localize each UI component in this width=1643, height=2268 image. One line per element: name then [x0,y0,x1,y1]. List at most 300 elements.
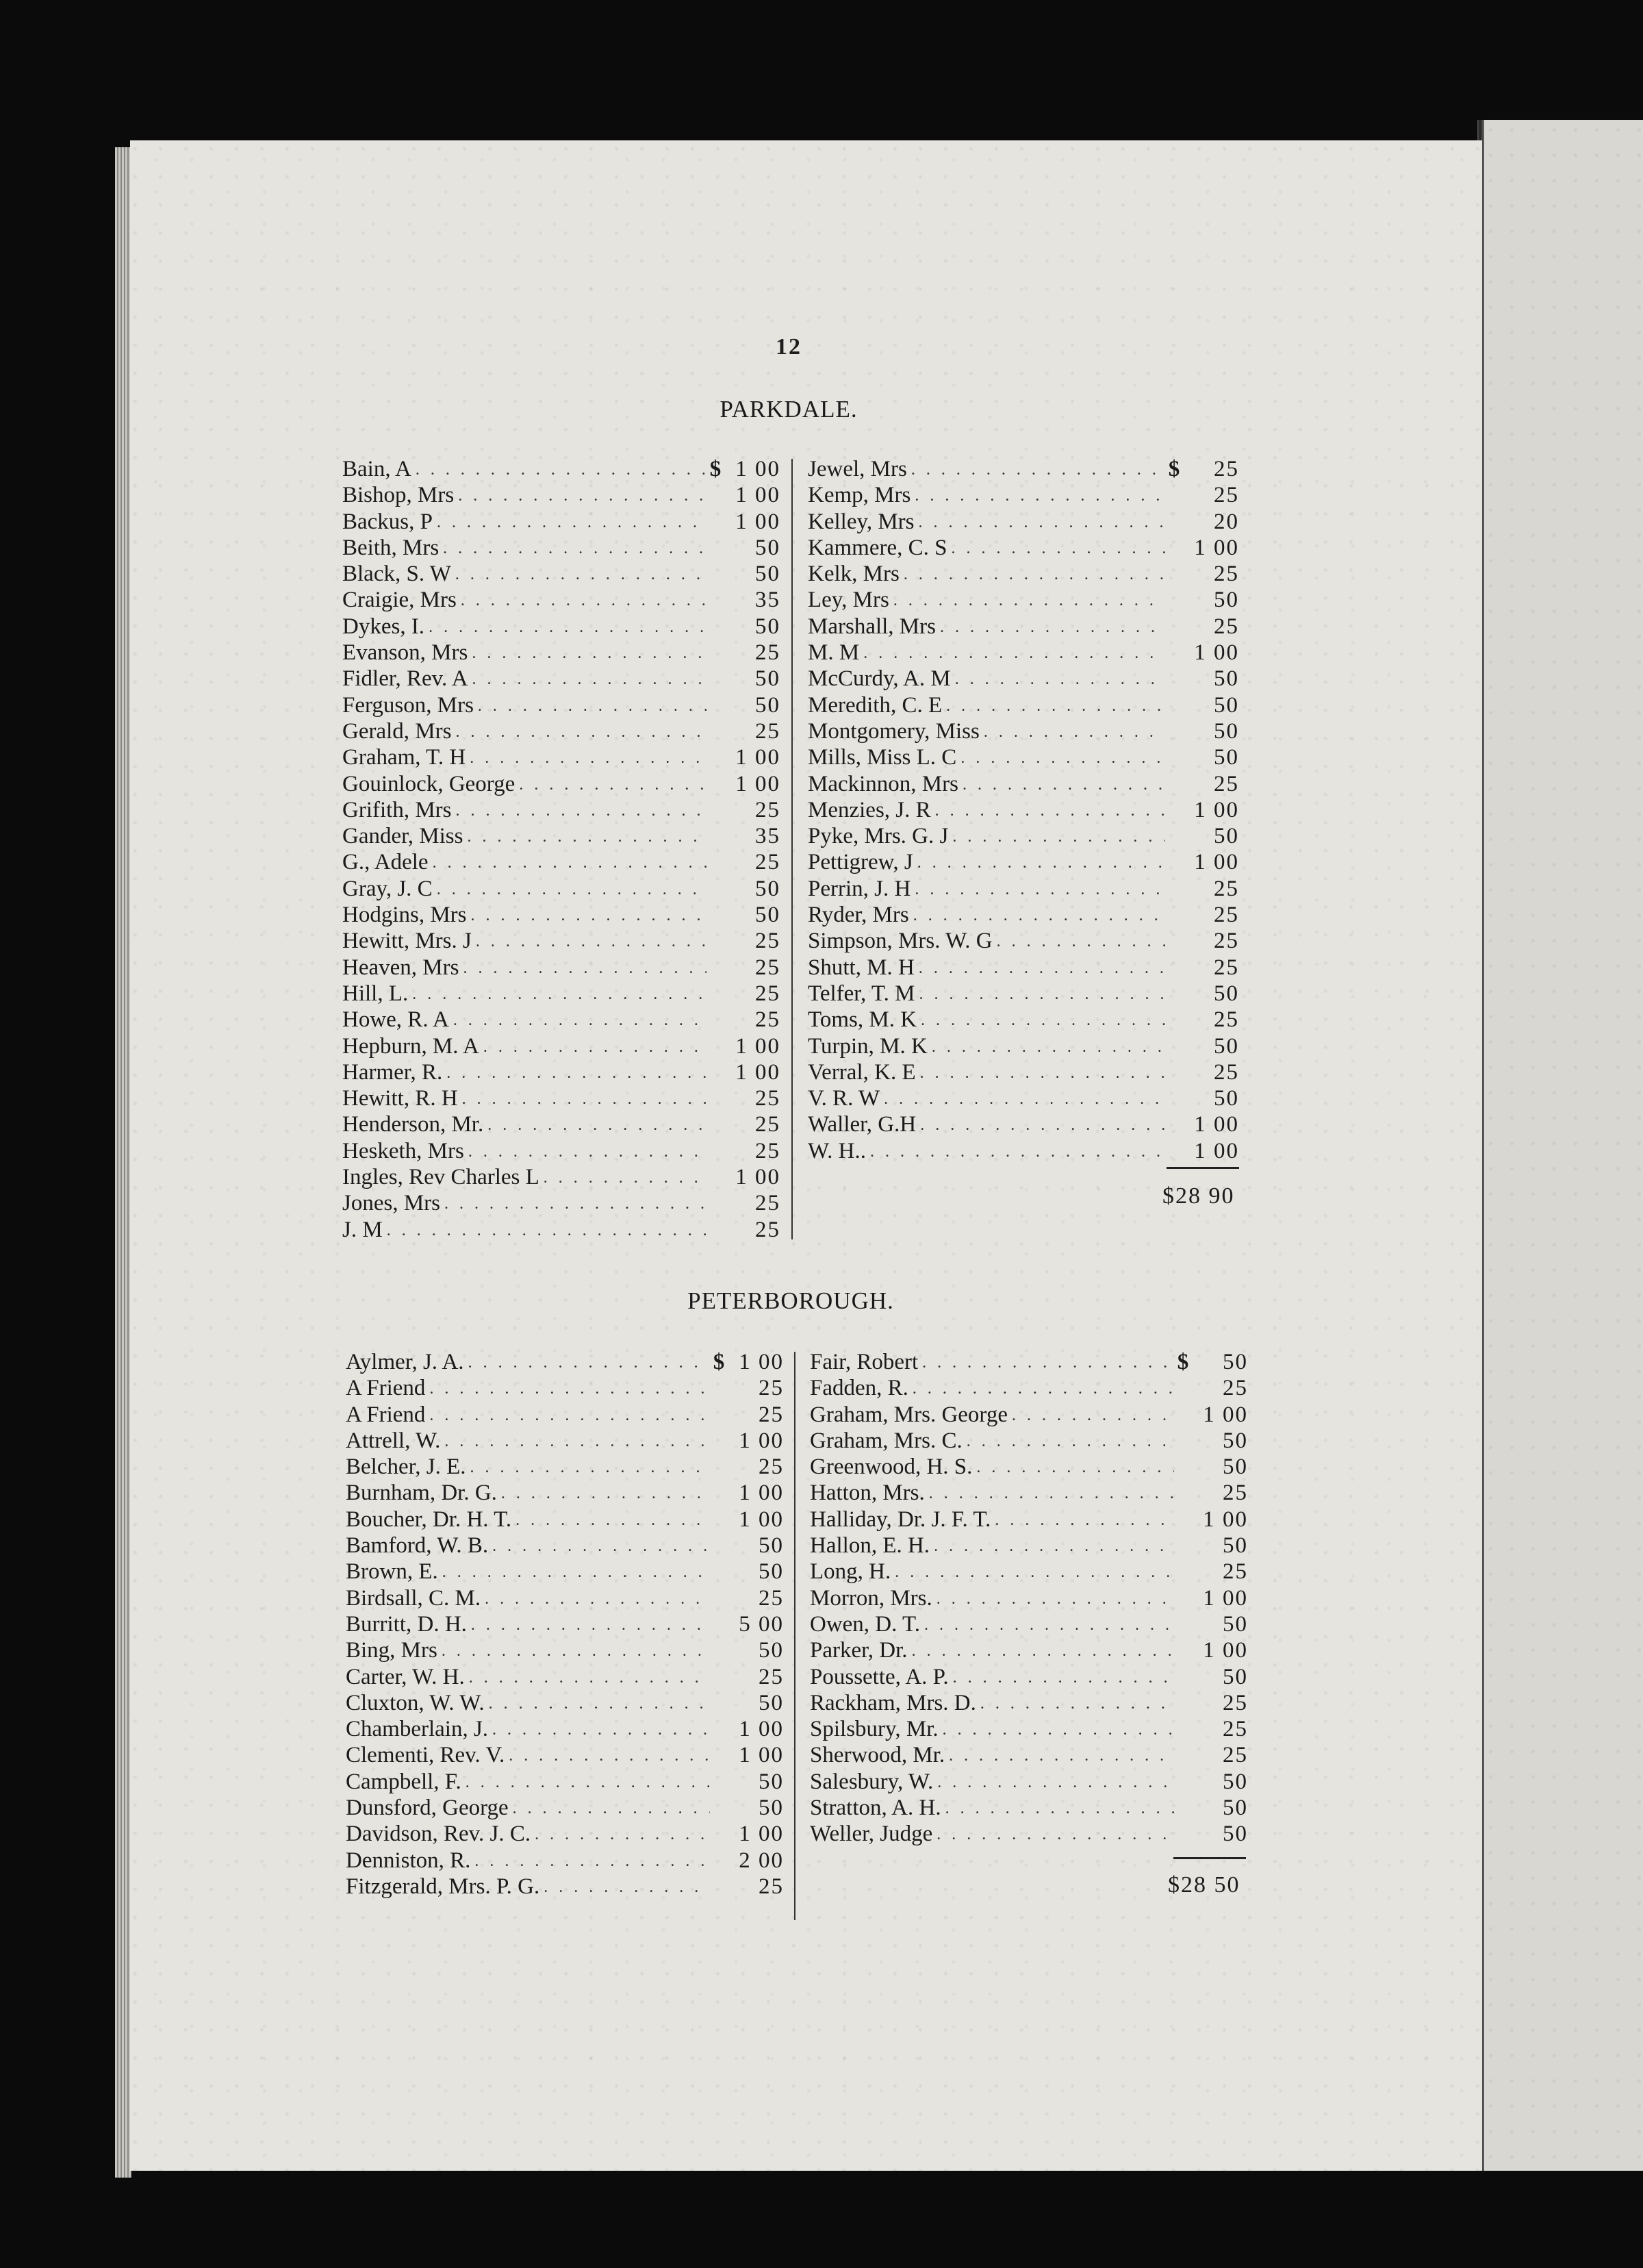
leader-dots [937,1769,1174,1796]
subscriber-row [810,1585,1248,1611]
amount: 1 00 [1194,797,1239,822]
amount: 25 [759,1376,784,1401]
amount: 50 [755,692,780,718]
subscriber-row [342,1138,780,1164]
subscriber-name: Ferguson, Mrs [342,692,474,718]
leader-dots [429,614,706,640]
subscriber-name: Hewitt, R. H [342,1086,458,1111]
currency-sign: $ [1177,1350,1189,1374]
leader-dots [429,1376,710,1402]
subscriber-row [342,981,780,1007]
amount: 50 [1223,1350,1248,1374]
subscriber-name: Fair, Robert [810,1350,919,1374]
subscriber-row [810,1402,1248,1428]
subscriber-name: Ley, Mrs [808,588,889,613]
subscriber-name: Chamberlain, J. [346,1717,489,1742]
amount: 50 [755,562,780,587]
page-edge [115,147,131,2178]
subscriber-row [810,1769,1248,1795]
subscriber-name: McCurdy, A. M [808,666,951,692]
amount: 1 00 [739,1743,784,1768]
subscriber-row [808,1111,1239,1137]
leader-dots [509,1743,710,1769]
subscriber-name: Heaven, Mrs [342,955,459,980]
subscriber-name: Gray, J. C [342,876,433,901]
amount: 25 [755,718,780,744]
amount: 1 00 [735,1033,780,1059]
subscriber-row [346,1375,784,1401]
leader-dots [967,1428,1174,1454]
amount: 1 00 [735,457,780,481]
amount: 50 [1214,745,1239,770]
subscriber-name: Rackham, Mrs. D. [810,1690,976,1715]
subscriber-row [808,823,1239,849]
amount: 20 [1214,509,1239,534]
subscriber-name: Jones, Mrs [342,1191,441,1216]
amount: 25 [755,1217,780,1242]
amount: 25 [1223,1480,1248,1506]
amount: 50 [1223,1822,1248,1847]
subscriber-name: Henderson, Mr. [342,1112,484,1137]
subscriber-row [342,1007,780,1033]
subscriber-row [342,1164,780,1190]
subscriber-name: Pyke, Mrs. G. J [808,824,949,849]
leader-dots [940,614,1165,640]
subscriber-row [342,1111,780,1137]
amount: 25 [1214,457,1239,481]
parkdale-total: $28 90 [1162,1183,1235,1209]
leader-dots [476,929,706,955]
subscriber-name: Burritt, D. H. [346,1611,467,1637]
amount: 1 00 [1194,640,1239,666]
subscriber-row [342,744,780,770]
peterborough-right-column [810,1349,1248,1848]
leader-dots [913,1376,1174,1402]
peterborough-left-column [346,1349,784,1900]
leader-dots [466,1769,710,1796]
subscriber-name: Mackinnon, Mrs [808,771,958,796]
amount: 50 [1214,981,1239,1006]
amount: 25 [1214,1007,1239,1033]
leader-dots [468,824,707,850]
leader-dots [937,1586,1174,1612]
subscriber-row [342,797,780,823]
leader-dots [946,693,1165,719]
amount: 1 00 [1203,1402,1248,1427]
leader-dots [895,1559,1174,1585]
subscriber-row [810,1690,1248,1716]
amount: 1 00 [1194,1112,1239,1137]
subscriber-name: A Friend [346,1376,426,1401]
subscriber-row [342,823,780,849]
subscriber-row [346,1821,784,1847]
subscriber-row [346,1585,784,1611]
subscriber-row [346,1769,784,1795]
leader-dots [922,1350,1174,1376]
subscriber-name: Attrell, W. [346,1428,441,1453]
subscriber-name: Howe, R. A [342,1007,449,1033]
subscriber-row [808,692,1239,718]
subscriber-name: Gouinlock, George [342,771,515,796]
leader-dots [952,824,1165,850]
subscriber-row [346,1454,784,1480]
amount: 25 [759,1454,784,1480]
subscriber-row [808,1138,1239,1164]
subscriber-name: Burnham, Dr. G. [346,1480,497,1506]
subscriber-name: Aylmer, J. A. [346,1350,464,1374]
amount: 50 [755,614,780,639]
leader-dots [468,1139,706,1165]
leader-dots [471,1612,710,1638]
subscriber-name: Kelley, Mrs [808,509,915,534]
amount: 1 00 [1203,1507,1248,1532]
subscriber-row [810,1821,1248,1847]
subscriber-row [810,1375,1248,1401]
currency-sign: $ [1168,457,1180,481]
leader-dots [919,981,1165,1007]
leader-dots [920,1112,1165,1138]
leader-dots [492,1533,710,1559]
facing-page [1482,120,1643,2171]
leader-dots [934,1533,1174,1559]
subscriber-row [342,692,780,718]
subscriber-row [346,1480,784,1506]
amount: 1 00 [1203,1638,1248,1663]
subscriber-name: Denniston, R. [346,1848,471,1873]
leader-dots [416,457,706,483]
amount: 25 [755,1086,780,1111]
amount: 1 00 [735,509,780,534]
subscriber-name: Backus, P [342,509,433,534]
amount: 50 [755,535,780,560]
amount: 25 [1214,955,1239,980]
subscriber-name: Shutt, M. H [808,955,915,980]
subscriber-row [342,718,780,744]
leader-dots [951,536,1165,562]
subscriber-row [342,771,780,797]
subscriber-row [808,640,1239,666]
subscriber-row [810,1637,1248,1663]
amount: 50 [1214,718,1239,744]
amount: 25 [755,640,780,666]
amount: 25 [755,1138,780,1163]
subscriber-name: Hatton, Mrs. [810,1480,925,1506]
leader-dots [519,772,706,798]
subscriber-name: Belcher, J. E. [346,1454,466,1480]
subscriber-row [346,1559,784,1585]
amount: 5 00 [739,1611,784,1637]
leader-dots [472,666,706,692]
subscriber-row [808,561,1239,587]
subscriber-name: Weller, Judge [810,1822,933,1847]
subscriber-row [342,509,780,535]
amount: 25 [759,1585,784,1611]
subscriber-name: Dykes, I. [342,614,425,639]
amount: 50 [1223,1533,1248,1559]
leader-dots [463,955,706,981]
amount: 50 [1214,1033,1239,1059]
page-number: 12 [776,334,802,360]
subscriber-row [810,1533,1248,1559]
leader-dots [437,877,706,903]
leader-dots [921,1007,1165,1033]
subscriber-row [808,456,1239,482]
subscriber-row [808,1085,1239,1111]
leader-dots [535,1822,710,1848]
subscriber-row [342,849,780,875]
leader-dots [984,719,1165,745]
subscriber-name: Spilsbury, Mr. [810,1717,939,1742]
leader-dots [870,1139,1165,1165]
amount: 50 [1223,1428,1248,1453]
amount: 25 [1214,562,1239,587]
leader-dots [455,562,706,588]
subscriber-row [810,1559,1248,1585]
subscriber-name: Parker, Dr. [810,1638,908,1663]
amount: 1 00 [739,1507,784,1532]
amount: 50 [755,876,780,901]
leader-dots [458,483,706,509]
subscriber-row [808,614,1239,640]
leader-dots [863,640,1165,666]
leader-dots [485,1586,710,1612]
subscriber-name: Mills, Miss L. C [808,745,957,770]
subscriber-row [346,1611,784,1637]
subscriber-row [808,928,1239,954]
subscriber-row [810,1611,1248,1637]
subscriber-name: Pettigrew, J [808,850,913,875]
subscriber-name: Morron, Mrs. [810,1585,932,1611]
parkdale-left-column [342,456,780,1243]
leader-dots [483,1034,706,1060]
subscriber-name: Kemp, Mrs [808,483,911,508]
amount: 35 [755,824,780,849]
subscriber-name: Perrin, J. H [808,876,911,901]
amount: 25 [1214,771,1239,796]
subscriber-name: J. M [342,1217,383,1242]
subscriber-name: Meredith, C. E [808,692,943,718]
subscriber-name: Jewel, Mrs [808,457,907,481]
leader-dots [976,1454,1174,1480]
leader-dots [949,1743,1174,1769]
amount: 35 [755,588,780,613]
amount: 1 00 [1194,1138,1239,1163]
subscriber-name: Telfer, T. M [808,981,915,1006]
amount: 50 [759,1769,784,1794]
leader-dots [513,1796,710,1822]
amount: 25 [759,1664,784,1689]
subscriber-name: Graham, T. H [342,745,466,770]
subscriber-name: Bing, Mrs [346,1638,437,1663]
amount: 1 00 [739,1822,784,1847]
subscriber-name: Grifith, Mrs [342,797,452,822]
subscriber-name: Hewitt, Mrs. J [342,929,472,954]
subscriber-row [346,1428,784,1454]
amount: 25 [755,981,780,1006]
leader-dots [915,483,1165,509]
subscriber-row [342,1190,780,1216]
amount: 50 [1214,692,1239,718]
leader-dots [469,1665,710,1691]
amount: 50 [1214,666,1239,692]
subscriber-row [808,744,1239,770]
amount: 50 [1223,1796,1248,1821]
subscriber-name: Toms, M. K [808,1007,917,1033]
subscriber-row [808,797,1239,823]
subscriber-name: Kelk, Mrs [808,562,900,587]
subscriber-row [810,1664,1248,1690]
leader-dots [904,562,1165,588]
amount: 25 [755,850,780,875]
subscriber-row [808,981,1239,1007]
subscriber-name: Montgomery, Miss [808,718,980,744]
subscriber-row [808,535,1239,561]
subscriber-name: Black, S. W [342,562,451,587]
subscriber-name: Clementi, Rev. V. [346,1743,505,1768]
amount: 25 [755,797,780,822]
leader-dots [893,588,1165,614]
amount: 50 [1223,1454,1248,1480]
amount: 1 00 [1194,850,1239,875]
subscriber-name: Hallon, E. H. [810,1533,930,1559]
section-title-parkdale: PARKDALE. [719,396,858,423]
subscriber-name: Marshall, Mrs [808,614,936,639]
leader-dots [915,877,1165,903]
leader-dots [455,719,706,745]
subscriber-name: Hill, L. [342,981,409,1006]
leader-dots [489,1691,710,1717]
leader-dots [501,1480,710,1507]
leader-dots [997,929,1165,955]
amount: 25 [759,1874,784,1899]
subscriber-row [342,1033,780,1059]
subscriber-row [808,482,1239,508]
subscriber-name: W. H.. [808,1138,866,1163]
subscriber-name: Turpin, M. K [808,1033,928,1059]
leader-dots [453,1007,706,1033]
subscriber-name: Kammere, C. S [808,535,947,560]
amount: 50 [759,1690,784,1715]
leader-dots [1012,1402,1174,1428]
amount: 50 [755,666,780,692]
subscriber-row [346,1637,784,1663]
amount: 25 [1214,483,1239,508]
subscriber-name: Davidson, Rev. J. C. [346,1822,531,1847]
amount: 1 00 [739,1350,784,1374]
amount: 25 [1223,1717,1248,1742]
subscriber-name: Dunsford, George [346,1796,509,1821]
leader-dots [917,850,1165,876]
document-page [130,140,1482,2171]
leader-dots [995,1507,1174,1533]
subscriber-name: Carter, W. H. [346,1664,465,1689]
leader-dots [437,509,706,536]
leader-dots [920,1060,1165,1086]
leader-dots [456,798,707,824]
amount: 1 00 [739,1480,784,1506]
amount: 25 [755,1191,780,1216]
parkdale-right-column [808,456,1239,1164]
subscriber-name: Greenwood, H. S. [810,1454,973,1480]
subscriber-row [810,1454,1248,1480]
subscriber-row [342,955,780,981]
leader-dots [963,772,1165,798]
leader-dots [487,1112,706,1138]
amount: 25 [1223,1376,1248,1401]
amount: 1 00 [735,771,780,796]
amount: 50 [1214,824,1239,849]
subscriber-name: Sherwood, Mr. [810,1743,945,1768]
subscriber-name: Hepburn, M. A [342,1033,479,1059]
subscriber-name: V. R. W [808,1086,880,1111]
subscriber-name: Fidler, Rev. A [342,666,468,692]
amount: 1 00 [1194,535,1239,560]
subscriber-row [810,1507,1248,1533]
subscriber-row [342,876,780,902]
subscriber-row [808,666,1239,692]
amount: 50 [759,1533,784,1559]
subscriber-name: M. M [808,640,860,666]
leader-dots [471,903,706,929]
leader-dots [470,745,706,771]
subscriber-row [346,1402,784,1428]
subscriber-row [808,1007,1239,1033]
leader-dots [935,798,1165,824]
amount: 25 [755,1112,780,1137]
leader-dots [443,536,706,562]
section-title-peterborough: PETERBOROUGH. [687,1287,894,1314]
subscriber-name: Graham, Mrs. George [810,1402,1008,1427]
amount: 25 [1214,876,1239,901]
subscriber-row [808,587,1239,613]
currency-sign: $ [713,1350,725,1374]
subscriber-name: Simpson, Mrs. W. G [808,929,993,954]
subscriber-row [346,1349,784,1375]
subscriber-row [342,456,780,482]
amount: 1 00 [735,1165,780,1190]
subscriber-row [346,1874,784,1900]
leader-dots [468,1350,710,1376]
subscriber-name: Fitzgerald, Mrs. P. G. [346,1874,540,1899]
subscriber-row [342,1059,780,1085]
leader-dots [980,1691,1174,1717]
subscriber-row [810,1795,1248,1821]
leader-dots [943,1717,1174,1743]
subscriber-row [342,587,780,613]
subscriber-row [808,1059,1239,1085]
amount: 50 [759,1559,784,1585]
leader-dots [960,745,1165,771]
subscriber-name: Gerald, Mrs [342,718,452,744]
total-rule [1173,1857,1246,1859]
total-rule [1167,1167,1239,1169]
amount: 1 00 [739,1717,784,1742]
amount: 25 [755,929,780,954]
subscriber-name: Halliday, Dr. J. F. T. [810,1507,991,1532]
subscriber-row [342,561,780,587]
amount: 25 [1214,903,1239,928]
subscriber-name: Ingles, Rev Charles L [342,1165,539,1190]
leader-dots [478,693,706,719]
leader-dots [955,666,1165,692]
leader-dots [919,509,1166,536]
leader-dots [544,1165,706,1191]
leader-dots [924,1612,1174,1638]
subscriber-row [346,1848,784,1874]
subscriber-row [808,849,1239,875]
amount: 1 00 [735,745,780,770]
leader-dots [953,1665,1174,1691]
